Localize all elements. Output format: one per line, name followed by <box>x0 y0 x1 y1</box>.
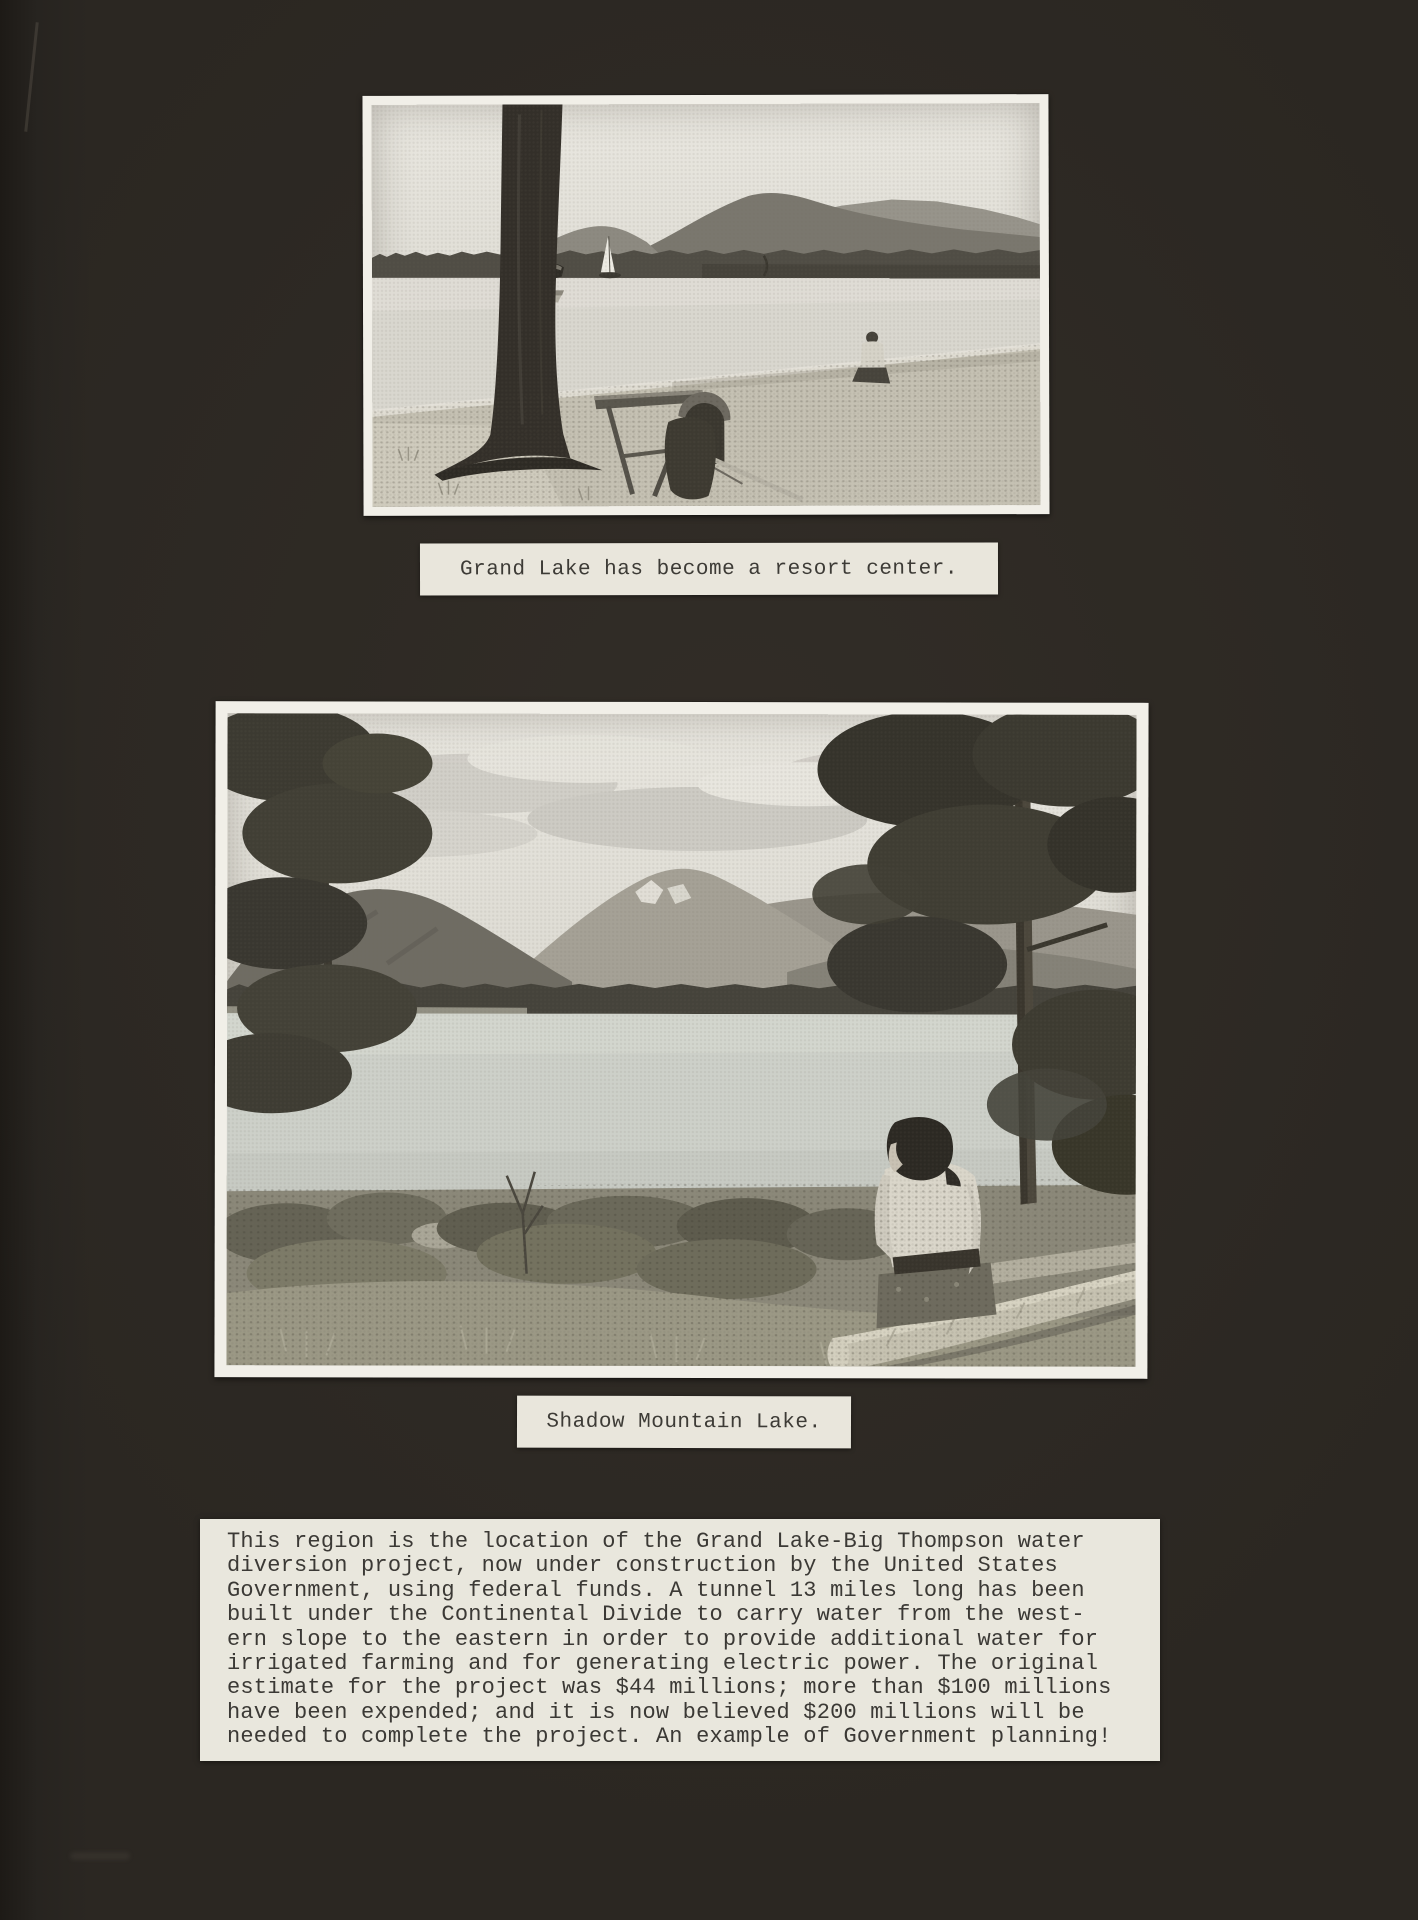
caption-grand-lake <box>420 542 998 595</box>
caption-grand-lake-text: Grand Lake has become a resort center. <box>460 557 958 581</box>
caption-shadow-mountain-text: Shadow Mountain Lake. <box>546 1410 822 1434</box>
paragraph-line: have been expended; and it is now believed $200 millions will be <box>227 1699 1085 1725</box>
page-scuff-top-left <box>24 22 38 132</box>
paragraph-line: built under the Continental Divide to carry water from the west- <box>227 1602 1085 1628</box>
paragraph-line: irrigated farming and for generating electric power. The original <box>227 1651 1099 1677</box>
paragraph-line: This region is the location of the Grand Lake-Big Thompson water <box>227 1529 1085 1554</box>
caption-shadow-mountain <box>517 1396 851 1449</box>
photo-grand-lake-image <box>371 103 1040 507</box>
photo2-grain <box>226 713 1136 1367</box>
photo1-grain <box>371 103 1040 507</box>
paragraph-line: diversion project, now under construction by the United States <box>227 1553 1058 1579</box>
photo-shadow-mountain-print <box>214 701 1148 1379</box>
paragraph-line: needed to complete the project. An example of Government planning! <box>227 1724 1112 1750</box>
paragraph-line: ern slope to the eastern in order to provide additional water for <box>227 1626 1099 1652</box>
photo-shadow-mountain-image <box>226 713 1136 1367</box>
typed-paragraph-text <box>227 1530 1142 1750</box>
paragraph-line: Government, using federal funds. A tunnel 13 miles long has been <box>227 1577 1085 1603</box>
typed-paragraph-clipping <box>200 1519 1160 1761</box>
photo-grand-lake-print <box>362 94 1049 516</box>
page-scuff-bottom <box>70 1852 130 1860</box>
paragraph-line: estimate for the project was $44 millions; more than $100 millions <box>227 1675 1112 1701</box>
